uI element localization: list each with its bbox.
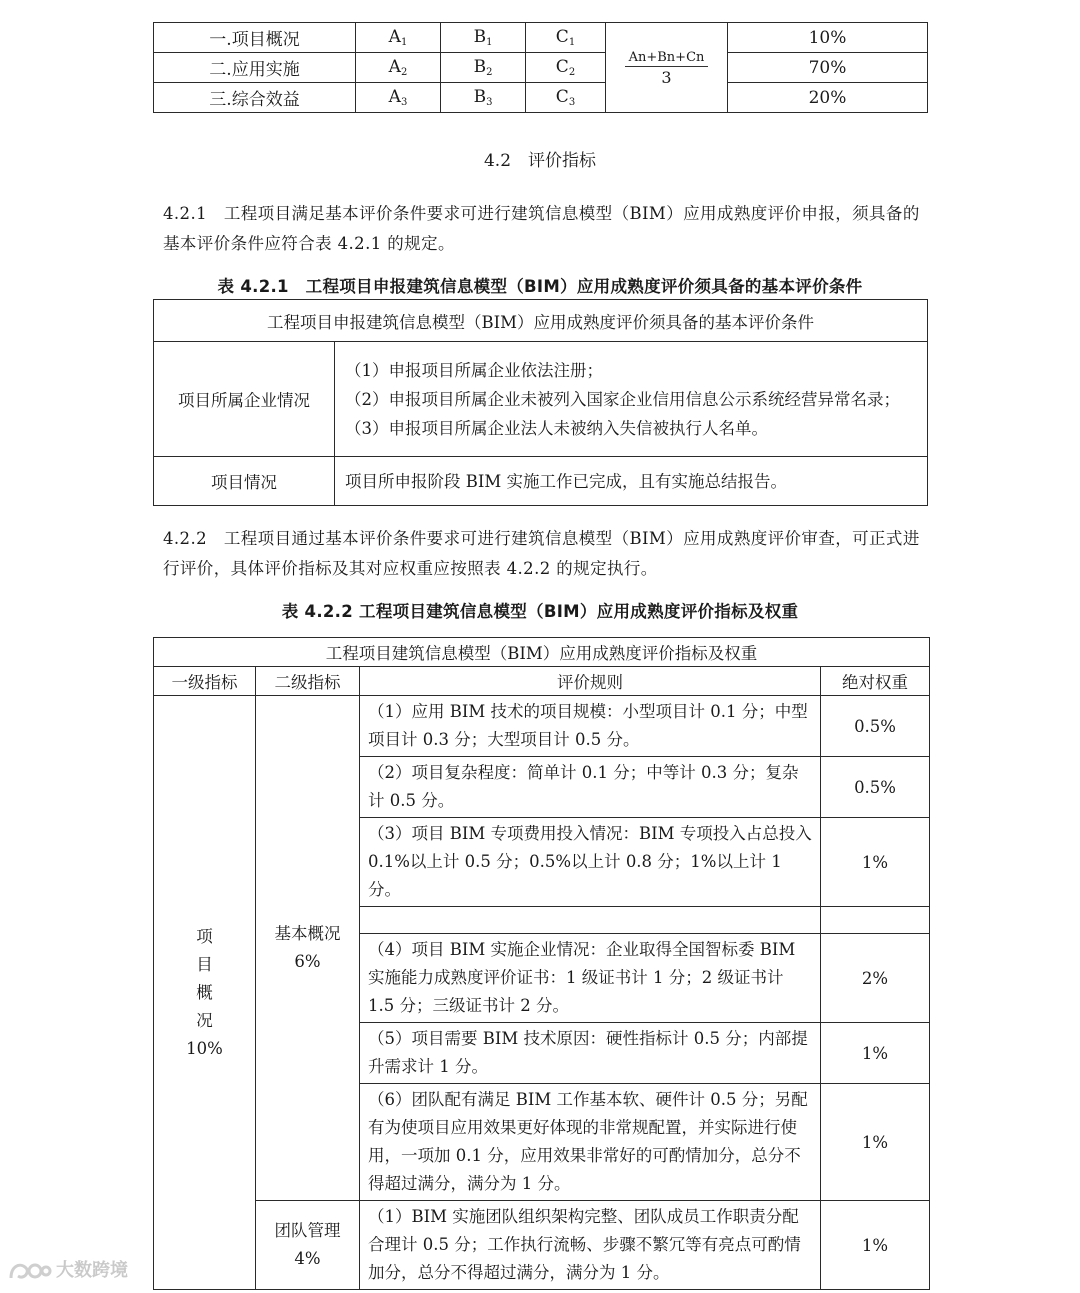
table-title: 工程项目建筑信息模型（BIM）应用成熟度评价指标及权重	[154, 638, 930, 667]
weight-cell: 0.5%	[821, 696, 930, 757]
score-a: $A_1$	[356, 23, 441, 53]
row-label: 项目情况	[154, 457, 335, 506]
column-header: 评价规则	[360, 667, 821, 696]
weight-cell: 0.5%	[821, 757, 930, 818]
weight-cell: 2%	[821, 934, 930, 1023]
level2-index: 基本概况 6%	[256, 696, 360, 1201]
list-item: （3）申报项目所属企业法人未被纳入失信被执行人名单。	[345, 418, 768, 438]
formula-denominator: 3	[661, 68, 672, 87]
basic-conditions-table	[153, 299, 928, 506]
formula-numerator: An+Bn+Cn	[625, 50, 709, 67]
watermark	[8, 1256, 128, 1284]
table-row	[154, 638, 930, 667]
empty-cell	[360, 907, 821, 934]
clause-4-2-2: 4.2.2 工程项目通过基本评价条件要求可进行建筑信息模型（BIM）应用成熟度评价审查，可正式进行评价，具体评价指标及其对应权重应按照表 4.2.2 的规定执行。	[163, 529, 920, 578]
score-c: $C_2$	[526, 53, 606, 83]
weight-cell: 1%	[821, 818, 930, 907]
rule-cell: （6）团队配有满足 BIM 工作基本软、硬件计 0.5 分；另配有为使项目应用效果更好体现的非常规配置，并实际进行使用，一项加 0.1 分，应用效果非常好的可酌情加分，总分不得超过满分，满分为 1 分。	[360, 1084, 821, 1201]
score-formula-table	[153, 22, 928, 113]
evaluation-index-table	[153, 637, 930, 1290]
rule-cell: （1）BIM 实施团队组织架构完整、团队成员工作职责分配合理计 0.5 分；工作执行流畅、步骤不繁冗等有亮点可酌情加分，总分不得超过满分，满分为 1 分。	[360, 1201, 821, 1290]
rule-cell: （5）项目需要 BIM 技术原因：硬性指标计 0.5 分；内部提升需求计 1 分。	[360, 1023, 821, 1084]
rule-cell: （4）项目 BIM 实施企业情况：企业取得全国智标委 BIM 实施能力成熟度评价证书：1 级证书计 1 分；2 级证书计 1.5 分；三级证书计 2 分。	[360, 934, 821, 1023]
weight-cell: 1%	[821, 1201, 930, 1290]
condition-list	[335, 342, 928, 457]
row-label: 二.应用实施	[154, 53, 356, 83]
table-title: 工程项目申报建筑信息模型（BIM）应用成熟度评价须具备的基本评价条件	[154, 300, 928, 342]
score-a: $A_3$	[356, 83, 441, 113]
row-label: 一.项目概况	[154, 23, 356, 53]
column-header: 二级指标	[256, 667, 360, 696]
table-row	[154, 53, 928, 83]
empty-cell	[821, 907, 930, 934]
rule-cell: （2）项目复杂程度：简单计 0.1 分；中等计 0.3 分；复杂计 0.5 分。	[360, 757, 821, 818]
level1-index: 项 目 概 况 10%	[154, 696, 256, 1290]
score-b: $B_2$	[441, 53, 526, 83]
rule-cell: （1）应用 BIM 技术的项目规模：小型项目计 0.1 分；中型项目计 0.3 分；大型项目计 0.5 分。	[360, 696, 821, 757]
watermark-text: 大数跨境	[56, 1260, 128, 1281]
score-a: $A_2$	[356, 53, 441, 83]
brand-logo-icon	[8, 1258, 52, 1284]
table-caption-4-2-2: 表 4.2.2 工程项目建筑信息模型（BIM）应用成熟度评价指标及权重	[281, 602, 799, 621]
score-b: $B_1$	[441, 23, 526, 53]
table-row	[154, 83, 928, 113]
table-row	[154, 457, 928, 506]
weight-cell: 1%	[821, 1023, 930, 1084]
row-label: 三.综合效益	[154, 83, 356, 113]
score-c: $C_1$	[526, 23, 606, 53]
table-row	[154, 342, 928, 457]
score-b: $B_3$	[441, 83, 526, 113]
table-row	[154, 300, 928, 342]
weight-cell: 1%	[821, 1084, 930, 1201]
level2-index: 团队管理 4%	[256, 1201, 360, 1290]
table-row	[154, 23, 928, 53]
row-weight: 20%	[728, 83, 928, 113]
list-item: （2）申报项目所属企业未被列入国家企业信用信息公示系统经营异常名录；	[345, 389, 900, 409]
list-item: （1）申报项目所属企业依法注册；	[345, 360, 603, 380]
rule-cell: （3）项目 BIM 专项费用投入情况：BIM 专项投入占总投入 0.1%以上计 0.5 分；0.5%以上计 0.8 分；1%以上计 1 分。	[360, 818, 821, 907]
row-weight: 70%	[728, 53, 928, 83]
row-weight: 10%	[728, 23, 928, 53]
column-header: 一级指标	[154, 667, 256, 696]
table-caption-4-2-1: 表 4.2.1 工程项目申报建筑信息模型（BIM）应用成熟度评价须具备的基本评价条件	[217, 277, 863, 296]
table-row	[154, 1201, 930, 1290]
average-formula	[606, 23, 728, 113]
table-header-row	[154, 667, 930, 696]
section-heading: 4.2 评价指标	[483, 151, 597, 171]
table-row	[154, 696, 930, 757]
condition-text: 项目所申报阶段 BIM 实施工作已完成，且有实施总结报告。	[335, 457, 928, 506]
score-c: $C_3$	[526, 83, 606, 113]
column-header: 绝对权重	[821, 667, 930, 696]
clause-4-2-1: 4.2.1 工程项目满足基本评价条件要求可进行建筑信息模型（BIM）应用成熟度评价申报，须具备的基本评价条件应符合表 4.2.1 的规定。	[163, 204, 920, 253]
row-label: 项目所属企业情况	[154, 342, 335, 457]
